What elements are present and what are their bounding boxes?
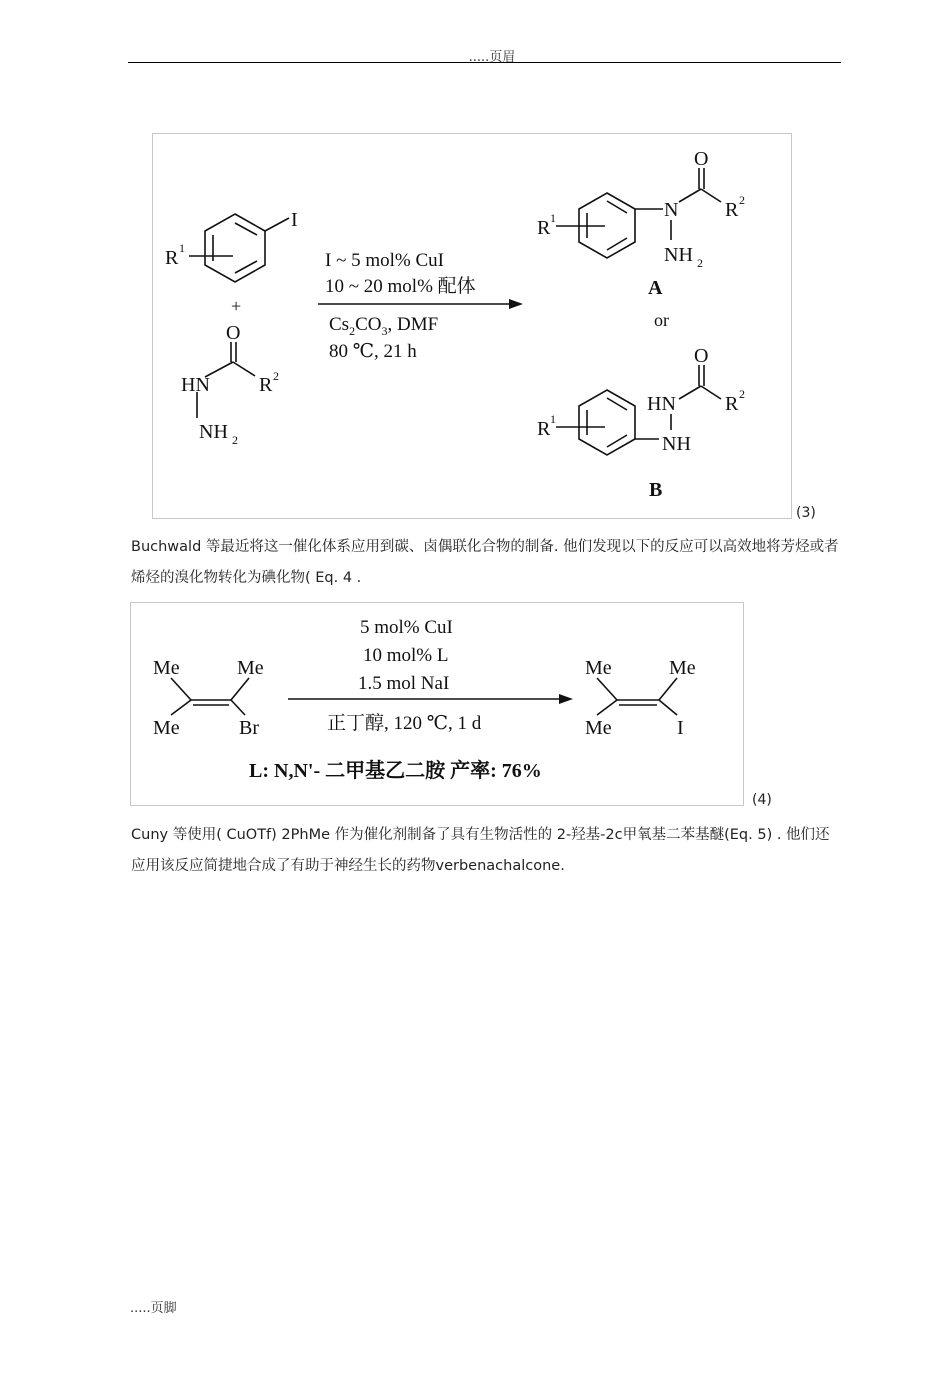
product-a-oxygen-text: O — [694, 148, 709, 170]
product-b-r2-superscript: 2 — [739, 387, 745, 401]
plus-sign: + — [231, 296, 242, 316]
reactant2-r-text: R — [259, 374, 273, 396]
reactant-me-top-left: Me — [153, 657, 180, 679]
product-b-r-text: R — [537, 418, 551, 440]
conditions-4-line-1: 5 mol% CuI — [360, 617, 453, 638]
reactant1-r-superscript: 1 — [179, 241, 185, 255]
vinyl-iodide-structure — [597, 678, 677, 715]
ligand-yield-note: L: N,N'- 二甲基乙二胺 产率: 76% — [249, 760, 542, 782]
equation-3-label: (3) — [796, 505, 816, 521]
product-b-label: B — [649, 479, 663, 501]
reaction-scheme-3 — [152, 133, 792, 519]
reactant2-hn-text: HN — [181, 374, 210, 396]
reactant2-nh-subscript: 2 — [232, 433, 238, 447]
product-a-r2-superscript: 2 — [739, 193, 745, 207]
product-me-top-left: Me — [585, 657, 612, 679]
product-b-nh-text: NH — [662, 433, 691, 455]
product-a-structure — [556, 168, 721, 258]
paragraph-cuny: Cuny 等使用( CuOTf) 2PhMe 作为催化剂制备了具有生物活性的 2-羟基-2c甲氧基二苯基醚(Eq. 5) . 他们还应用该反应简捷地合成了有助于神经生长的药物verbenachalcone. — [131, 827, 830, 874]
vinyl-bromide-structure — [171, 678, 249, 715]
product-a-r-text: R — [537, 217, 551, 239]
reactant-me-top-right: Me — [237, 657, 264, 679]
product-a-r-superscript: 1 — [550, 211, 556, 225]
reaction-scheme-4 — [130, 602, 744, 806]
product-a-n-text: N — [664, 199, 679, 221]
product-a-nh-text: NH — [664, 244, 693, 266]
product-b-structure — [556, 365, 721, 455]
conditions-line-4: 80 ℃, 21 h — [329, 341, 417, 362]
or-text: or — [654, 310, 669, 330]
reactant2-nh-text: NH — [199, 421, 228, 443]
product-b-oxygen-text: O — [694, 345, 709, 367]
page-header: .....页眉 — [468, 50, 516, 65]
product-b-r-superscript: 1 — [550, 412, 556, 426]
reaction-scheme-3-drawing — [153, 134, 791, 518]
reaction-arrow-4-head — [559, 694, 573, 704]
product-me-bottom-left: Me — [585, 717, 612, 739]
product-b-hn-text: HN — [647, 393, 676, 415]
reactant-me-bottom-left: Me — [153, 717, 180, 739]
product-me-top-right: Me — [669, 657, 696, 679]
product-a-nh-subscript: 2 — [697, 256, 703, 270]
conditions-line-1: I ~ 5 mol% CuI — [325, 250, 444, 271]
header-rule — [128, 62, 841, 63]
aryl-iodide-structure — [189, 214, 289, 282]
conditions-4-line-4: 正丁醇, 120 ℃, 1 d — [327, 713, 482, 734]
reactant-bromine-text: Br — [239, 717, 259, 739]
conditions-line-2: 10 ~ 20 mol% 配体 — [325, 276, 476, 297]
conditions-4-line-2: 10 mol% L — [363, 645, 449, 666]
conditions-line-3: $Cs_2CO_3$, DMF — [329, 314, 439, 338]
product-iodine-text: I — [677, 717, 684, 739]
equation-4-label: (4) — [752, 792, 772, 808]
reactant2-r-superscript: 2 — [273, 369, 279, 383]
product-a-r2-text: R — [725, 199, 739, 221]
reaction-arrow-head — [509, 299, 523, 309]
reactant1-r-text: R — [165, 247, 179, 269]
product-b-r2-text: R — [725, 393, 739, 415]
product-a-label: A — [648, 277, 663, 299]
reaction-scheme-4-drawing — [131, 603, 743, 805]
paragraph-buchwald: Buchwald 等最近将这一催化体系应用到碳、卤偶联化合物的制备. 他们发现以下的反应可以高效地将芳烃或者烯烃的溴化物转化为碘化物( Eq. 4 . — [131, 539, 839, 586]
page-footer: .....页脚 — [130, 1301, 177, 1316]
reactant2-oxygen-text: O — [226, 322, 241, 344]
reactant1-iodine-text: I — [291, 209, 298, 231]
conditions-4-line-3: 1.5 mol NaI — [358, 673, 450, 694]
